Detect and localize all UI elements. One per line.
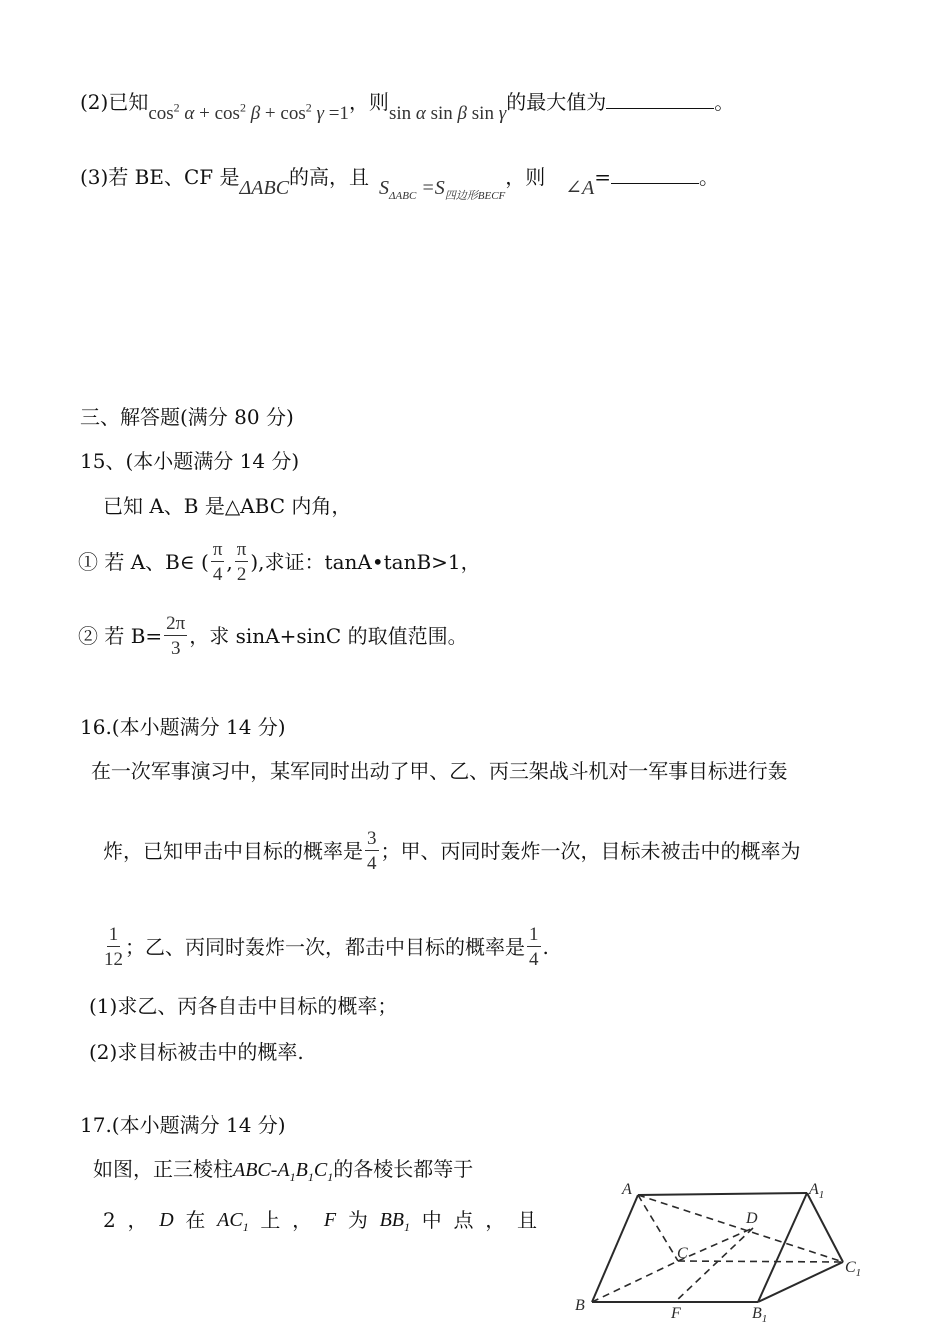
q3-area-sub2: 四边形BECF: [444, 190, 506, 202]
p17-w1: ，: [127, 1208, 148, 1232]
q3-area-sub1: ΔABC: [389, 190, 417, 202]
frac-numerator: π: [236, 539, 247, 560]
p16-sub-2: (2)求目标被击中的概率.: [89, 1040, 304, 1064]
question-3: [80, 165, 720, 202]
p17-w13: 且: [516, 1208, 537, 1232]
p17-w0: 2: [103, 1208, 116, 1232]
q2-expression: sin α sin β sin γ: [388, 103, 507, 124]
p17-bb: BB: [379, 1209, 405, 1231]
frac-numerator: 3: [367, 828, 377, 849]
p16-line2-prefix: 炸，已知甲击中目标的概率是: [103, 839, 363, 863]
q3-area-equation: [379, 177, 506, 202]
p16-line-2: [103, 829, 801, 873]
frac-numerator: 1: [529, 924, 539, 945]
p15-fraction-pi-2: [235, 540, 249, 584]
p17-w11: 点: [453, 1208, 474, 1232]
prism-sub: 1: [289, 1170, 296, 1184]
frac-denominator: 4: [529, 949, 539, 970]
edge-a-a1: [638, 1193, 807, 1195]
p15-item-2: [78, 614, 468, 658]
p17-w3: 在: [185, 1208, 206, 1232]
p17-line-1: [93, 1159, 473, 1183]
q2-mid: ，则: [348, 90, 389, 114]
label-c: C: [677, 1245, 688, 1262]
q3-then: ，则: [505, 165, 546, 189]
q2-suffix: 的最大值为: [506, 90, 607, 114]
p17-w7: F: [323, 1209, 337, 1231]
p17-w4: [217, 1210, 249, 1233]
q3-mid: 的高，且: [289, 165, 370, 189]
prism-part-b: B: [295, 1159, 308, 1181]
p15-item-1: [78, 540, 481, 584]
edge-a-b: [592, 1195, 638, 1302]
p16-line2-suffix: ；甲、丙同时轰炸一次，目标未被击中的概率为: [380, 839, 801, 863]
question-2: [80, 90, 735, 124]
p17-w2: D: [159, 1209, 174, 1231]
q3-area-s2: =S: [421, 177, 445, 199]
frac-denominator: 12: [104, 949, 123, 970]
p15-intro: 已知 A、B 是△ABC 内角，: [103, 494, 352, 518]
edge-a-c: [638, 1195, 678, 1261]
p17-w8: 为: [347, 1208, 368, 1232]
q3-eq: =: [594, 165, 612, 189]
q3-angle: ∠A: [565, 177, 595, 199]
prism-sub: 1: [307, 1170, 314, 1184]
prism-part-c: C: [313, 1159, 328, 1181]
p17-ac-sub: 1: [242, 1220, 249, 1234]
p17-line1-prefix: 如图，正三棱柱: [93, 1157, 233, 1181]
p15-item1-comma: ,: [226, 550, 233, 574]
frac-denominator: 4: [367, 853, 377, 874]
p16-fraction-1-4: [527, 925, 541, 969]
frac-numerator: 1: [108, 924, 119, 945]
edge-c-d: [678, 1228, 753, 1261]
p17-prism-name: [233, 1159, 334, 1184]
p16-fraction-3-4: [365, 829, 379, 873]
label-b: B: [575, 1297, 585, 1314]
q2-answer-blank[interactable]: [606, 90, 714, 109]
p15-header: 15、(本小题满分 14 分): [80, 449, 300, 473]
q2-condition: $\cos^2 \alpha + \cos^2 \beta + \cos^2 \gamma =1$: [148, 100, 349, 124]
p17-w5: 上: [260, 1208, 281, 1232]
edge-b-c: [592, 1261, 678, 1302]
p15-item2-prefix: ② 若 B=: [78, 624, 163, 648]
q3-prefix: (3)若 BE、CF 是: [80, 165, 240, 189]
frac-denominator: 4: [212, 564, 223, 585]
p17-line1-suffix: 的各棱长都等于: [333, 1157, 474, 1181]
p15-fraction-2pi-3: [164, 614, 187, 658]
p15-item1-prefix: ① 若 A、B∈ (: [78, 550, 209, 574]
q3-area-s1: S: [379, 177, 390, 199]
q3-triangle: ΔABC: [239, 177, 290, 199]
p17-header: 17.(本小题满分 14 分): [80, 1113, 286, 1137]
p15-fraction-pi-4: [211, 540, 225, 584]
p16-line3-mid: ；乙、丙同时轰炸一次，都击中目标的概率是: [125, 935, 525, 959]
p16-line-3: [102, 925, 549, 969]
label-a: A: [622, 1181, 632, 1198]
frac-numerator: 2π: [166, 613, 186, 634]
frac-denominator: 3: [170, 638, 181, 659]
q3-end: 。: [699, 165, 720, 189]
label-d: D: [746, 1210, 758, 1227]
p16-fraction-1-12: [104, 925, 123, 969]
label-b1: $B_1$: [752, 1305, 768, 1325]
label-a1: $A_1$: [809, 1181, 825, 1201]
frac-denominator: 2: [236, 564, 247, 585]
p17-line-2: [103, 1210, 537, 1233]
p16-line3-end: .: [542, 935, 549, 959]
edge-d-f: [675, 1228, 753, 1302]
p17-w12: ，: [485, 1208, 506, 1232]
p16-sub-1: (1)求乙、丙各自击中目标的概率；: [89, 994, 398, 1018]
p17-w10: 中: [421, 1208, 442, 1232]
prism-sub: 1: [327, 1170, 334, 1184]
p17-bb-sub: 1: [404, 1220, 411, 1234]
p17-ac: AC: [217, 1209, 243, 1231]
edge-c-c1: [678, 1261, 843, 1262]
q2-end: 。: [714, 90, 735, 114]
p15-item2-suffix: ，求 sinA+sinC 的取值范围。: [189, 624, 468, 648]
q3-answer-blank[interactable]: [611, 165, 699, 184]
p17-w9: [380, 1210, 410, 1233]
edge-b1-c1: [758, 1262, 843, 1302]
label-f: F: [671, 1305, 681, 1322]
p16-line-1: 在一次军事演习中，某军同时出动了甲、乙、丙三架战斗机对一军事目标进行轰: [91, 759, 788, 783]
p17-w6: ，: [292, 1208, 313, 1232]
q2-prefix: (2)已知: [80, 90, 149, 114]
frac-numerator: π: [212, 539, 223, 560]
prism-figure: [565, 1178, 865, 1340]
p15-item1-suffix: ),求证：tanA•tanB>1，: [250, 550, 481, 574]
section-3-title: 三、解答题(满分 80 分): [80, 405, 294, 429]
prism-part-abc: ABC-A: [233, 1159, 290, 1181]
label-c1: $C_1$: [845, 1259, 862, 1279]
p16-header: 16.(本小题满分 14 分): [80, 715, 286, 739]
